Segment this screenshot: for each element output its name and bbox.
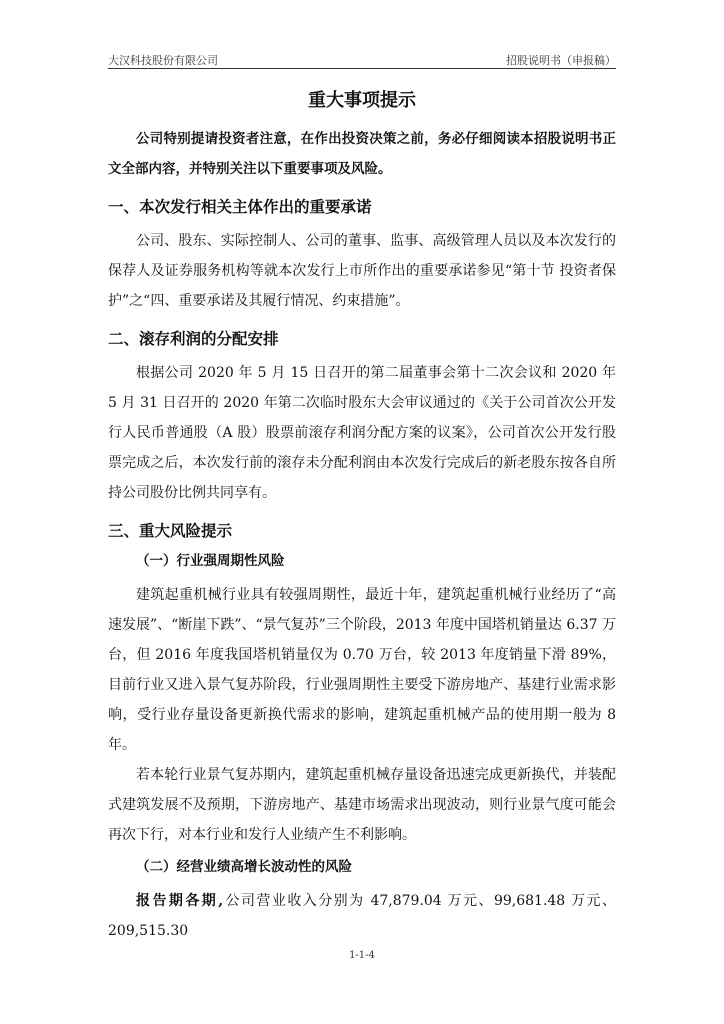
section-1-heading: 一、本次发行相关主体作出的重要承诺 — [108, 198, 372, 216]
page-header — [108, 50, 616, 69]
document-body — [108, 88, 616, 946]
section-3-heading: 三、重大风险提示 — [108, 522, 233, 540]
subsection-2-lead: 报告期各期, — [136, 893, 225, 909]
header-company-name: 大汉科技股份有限公司 — [108, 54, 218, 67]
section-2-heading: 二、滚存利润的分配安排 — [108, 330, 279, 348]
intro-paragraph: 公司特别提请投资者注意，在作出投资决策之前，务必仔细阅读本招股说明书正文全部内容，并特别关注以下重要事项及风险。 — [108, 131, 616, 177]
page-number: 1-1-4 — [349, 950, 375, 961]
section-1-paragraph: 公司、股东、实际控制人、公司的董事、监事、高级管理人员以及本次发行的保荐人及证券服务机构等就本次发行上市所作出的重要承诺参见“第十节 投资者保护”之“四、重要承诺及其履行情况、约束措施”。 — [108, 233, 616, 309]
subsection-2-paragraph — [108, 886, 616, 946]
subsection-2-text: 公司营业收入分别为 47,879.04 万元、99,681.48 万元、209,515.30 — [108, 893, 616, 939]
section-2-paragraph: 根据公司 2020 年 5 月 15 日召开的第二届董事会第十二次会议和 2020 年 5 月 31 日召开的 2020 年第二次临时股东大会审议通过的《关于公司首次公开发行人民币普通股（A 股）股票前滚存利润分配方案的议案》，公司首次公开发行股票完成之后，本次发行前的滚存未分配利润由本次发行完成后的新老股东按各自所持公司股份比例共同享有。 — [108, 365, 616, 501]
subsection-2-heading: （二）经营业绩高增长波动性的风险 — [136, 859, 352, 875]
subsection-1-paragraph-1: 建筑起重机械行业具有较强周期性，最近十年，建筑起重机械行业经历了“高速发展”、“断崖下跌”、“景气复苏”三个阶段，2013 年度中国塔机销量达 6.37 万台，但 2016 年度我国塔机销量仅为 0.70 万台，较 2013 年度销量下滑 89%，目前行业又进入景气复苏阶段，行业强周期性主要受下游房地产、基建行业需求影响，受行业存量设备更新换代需求的影响，建筑起重机械产品的使用期一般为 8 年。 — [108, 587, 616, 753]
header-document-type: 招股说明书（申报稿） — [506, 54, 616, 67]
subsection-1-paragraph-2: 若本轮行业景气复苏期内，建筑起重机械存量设备迅速完成更新换代，并装配式建筑发展不及预期，下游房地产、基建市场需求出现波动，则行业景气度可能会再次下行，对本行业和发行人业绩产生不利影响。 — [108, 767, 616, 843]
page-title: 重大事项提示 — [308, 90, 416, 111]
subsection-1-heading: （一）行业强周期性风险 — [136, 553, 285, 569]
